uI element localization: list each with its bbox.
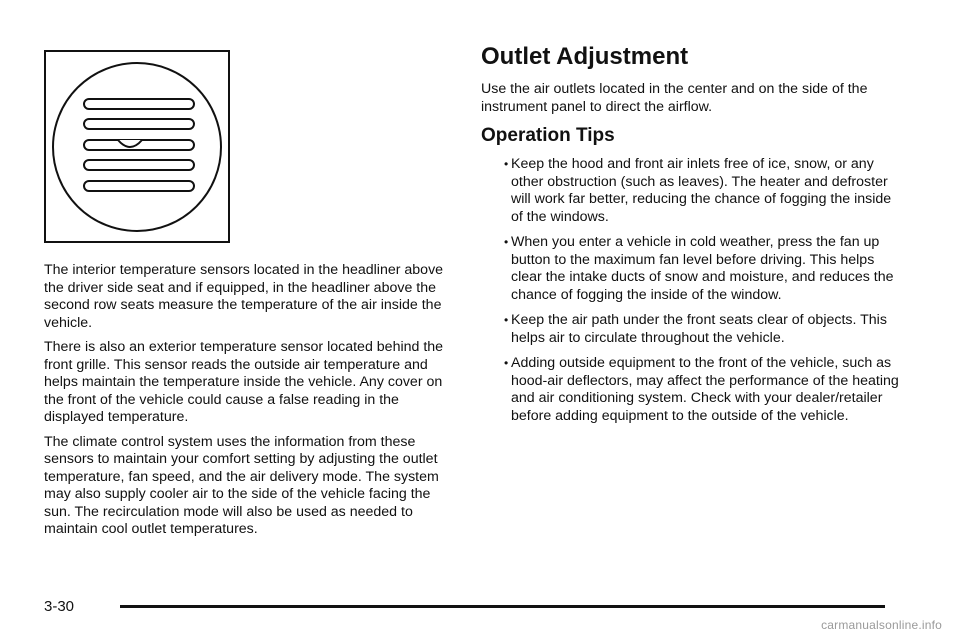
tip-item bbox=[481, 312, 901, 347]
tip-text: Keep the air path under the front seats clear of objects. This helps air to circulate throughout the vehicle. bbox=[511, 312, 887, 346]
tip-item bbox=[481, 355, 901, 425]
bullet-icon: • bbox=[504, 313, 509, 327]
bullet-icon: • bbox=[504, 235, 509, 249]
subsection-title: Operation Tips bbox=[481, 125, 615, 146]
sensor-grille-icon bbox=[46, 52, 228, 241]
outlet-intro: Use the air outlets located in the center and on the side of the instrument panel to direct the airflow. bbox=[481, 81, 868, 115]
sensor-paragraph-1: The interior temperature sensors located in the headliner above the driver side seat and if equipped, in the headliner above the second row seats measure the temperature of the air inside the vehicle. bbox=[44, 262, 444, 331]
section-title: Outlet Adjustment bbox=[481, 43, 689, 70]
bullet-icon: • bbox=[504, 157, 509, 171]
sensor-grille-figure bbox=[44, 50, 230, 243]
tip-item bbox=[481, 156, 901, 226]
tip-item bbox=[481, 234, 901, 304]
sensor-paragraph-2: There is also an exterior temperature sensor located behind the front grille. This sensor reads the outside air temperature and helps maintain the temperature inside the vehicle. Any cover on the front of the vehicle could cause a false reading in the displayed temperature. bbox=[44, 339, 444, 425]
tip-text: Adding outside equipment to the front of the vehicle, such as hood-air deflectors, may affect the performance of the heating and air conditioning system. Check with your dealer/retailer before adding equipment to the outside of the vehicle. bbox=[511, 355, 899, 424]
right-column bbox=[481, 42, 901, 433]
bullet-icon: • bbox=[504, 356, 509, 370]
footer-rule bbox=[120, 605, 885, 608]
left-column bbox=[44, 50, 454, 546]
tip-text: When you enter a vehicle in cold weather, press the fan up button to the maximum fan level before driving. This helps clear the intake ducts of snow and moisture, and reduces the chance of fogging the inside of the window. bbox=[511, 234, 894, 303]
watermark: carmanualsonline.info bbox=[821, 618, 942, 632]
sensor-paragraph-3: The climate control system uses the information from these sensors to maintain your comfort setting by adjusting the outlet temperature, fan speed, and the air delivery mode. The system may also supply cooler air to the side of the vehicle facing the sun. The recirculation mode will also be used as needed to maintain cool outlet temperatures. bbox=[44, 433, 439, 537]
tip-text: Keep the hood and front air inlets free of ice, snow, or any other obstruction (such as leaves). The heater and defroster will work far better, reducing the chance of fogging the inside of the windows. bbox=[511, 156, 892, 225]
page-number: 3-30 bbox=[44, 598, 75, 615]
